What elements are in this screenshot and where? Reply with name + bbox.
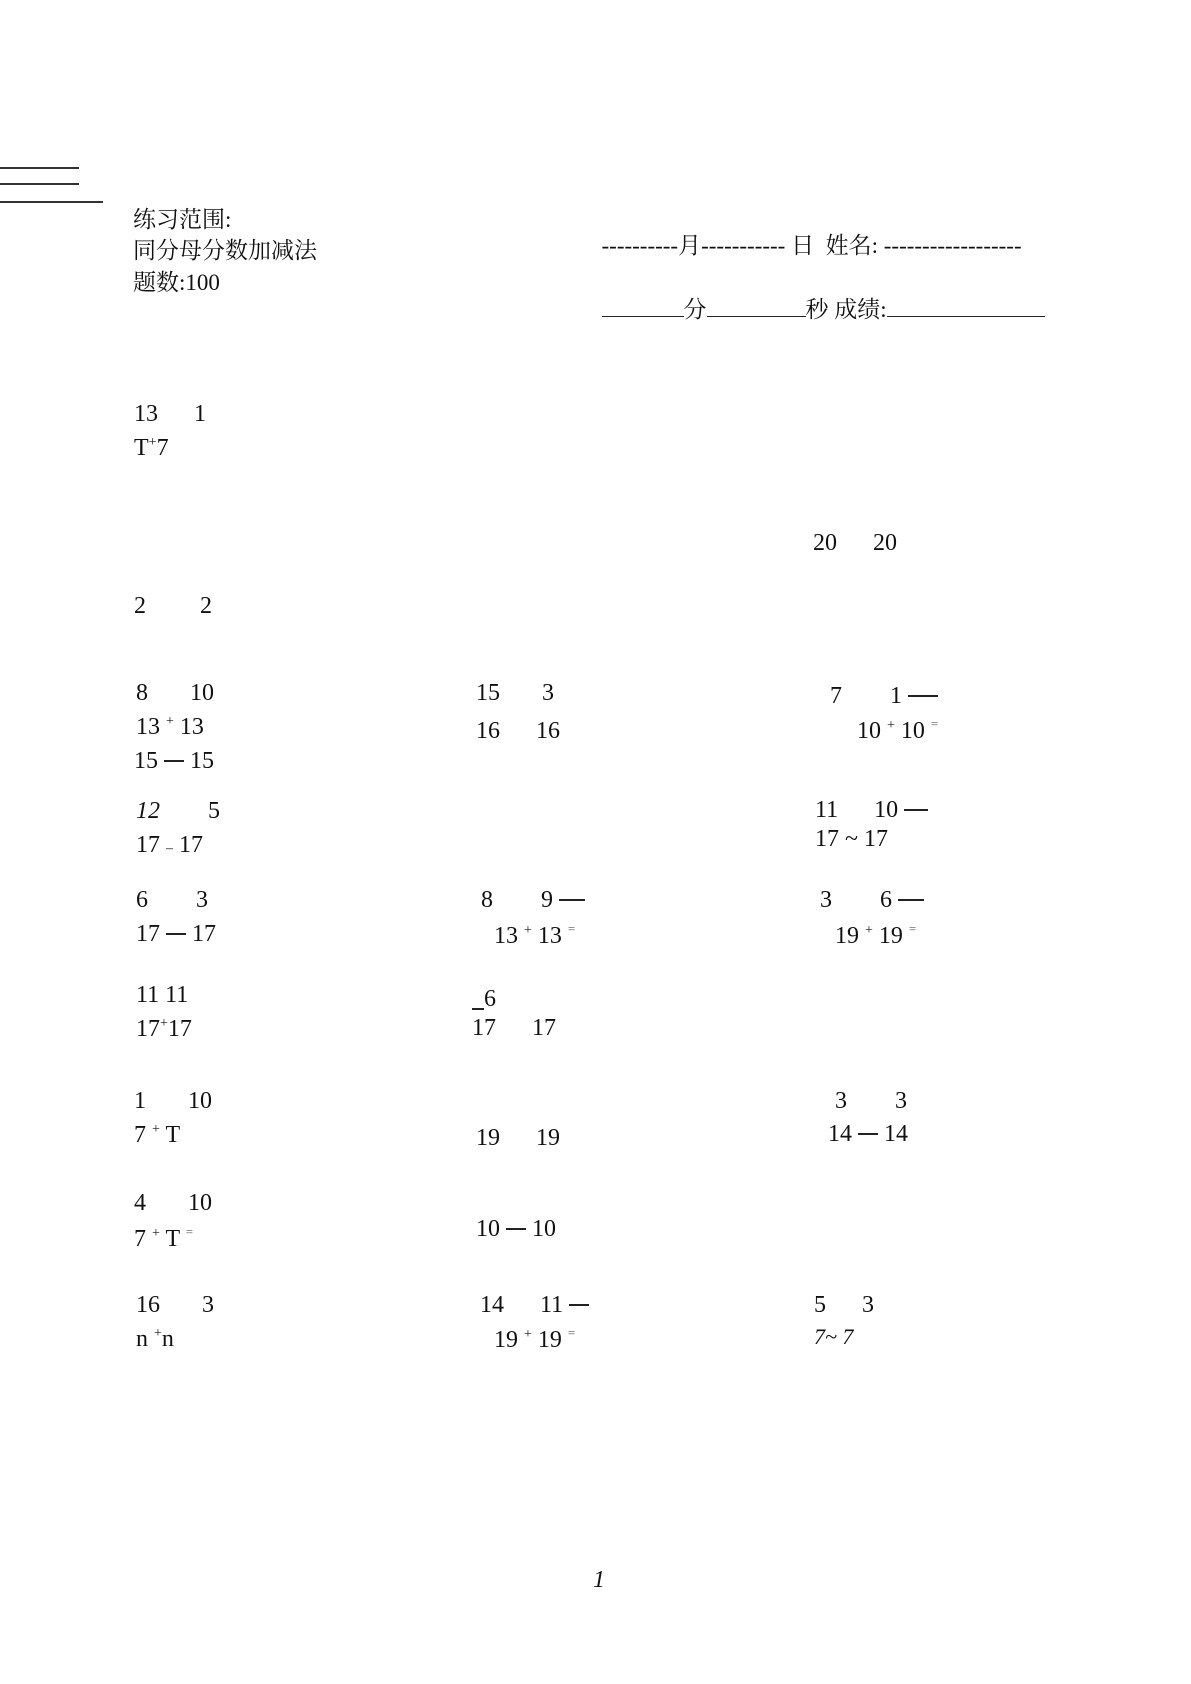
problem-21-top: 14 11 [480,1292,589,1318]
name-label: 姓名: [825,233,878,258]
problem-20-bottom: n +n [136,1326,174,1352]
score-field[interactable] [887,296,1045,317]
problem-19: 10 10 [476,1216,556,1242]
month-field[interactable]: ---------- [601,233,679,258]
problem-15-top: 1 10 [134,1088,212,1114]
page-number: 1 [593,1567,605,1593]
problem-8-top: 12 5 [136,798,220,824]
problem-5-bottom: 16 16 [476,718,560,744]
problem-3: 2 2 [134,593,212,619]
problem-5-top: 15 3 [476,680,554,706]
answer-blank[interactable] [858,1131,878,1135]
answer-blank[interactable] [166,931,186,935]
problem-10-top: 6 3 [136,887,208,913]
answer-blank[interactable] [898,897,924,901]
problem-10-bottom: 17 17 [136,921,216,947]
answer-blank[interactable] [164,758,184,762]
date-name-line [590,207,1022,259]
name-field[interactable]: ------------------ [883,233,1022,258]
problem-12-top: 3 6 [820,887,924,913]
problem-9-top: 11 10 [815,797,928,823]
day-field[interactable]: ----------- [701,233,786,258]
minutes-label: 分 [683,297,707,322]
month-label: 月 [678,233,702,258]
problem-9-bottom: 17 ~ 17 [815,826,888,852]
problem-21-bottom: 19 + 19 = [494,1325,576,1353]
header-rule-3 [0,201,103,203]
day-label: 日 [791,233,815,258]
minutes-field[interactable] [602,296,684,317]
time-score-line [590,270,1045,323]
problem-17-bottom: 14 14 [828,1121,908,1147]
answer-blank[interactable] [569,1302,589,1306]
problem-11-bottom: 13 + 13 = [494,921,576,949]
answer-blank[interactable] [904,807,928,811]
answer-blank[interactable] [472,1006,484,1010]
problem-22-bottom: 7~ 7 [814,1324,854,1349]
score-label: 成绩: [834,297,887,322]
problem-4-bottom: 13 + 13 [136,714,204,740]
header-rule-1 [0,167,79,169]
problem-13-bottom: 17+17 [136,1016,192,1042]
topic-title: 同分母分数加减法 [133,238,317,263]
answer-blank[interactable] [559,897,585,901]
problem-1-top: 13 1 [134,401,206,427]
problem-17-top: 3 3 [835,1088,907,1114]
problem-6-top: 7 1 [830,683,938,709]
answer-blank[interactable] [908,693,938,697]
problem-20-top: 16 3 [136,1292,214,1318]
problem-22-top: 5 3 [814,1292,874,1318]
practice-range-label: 练习范围: [133,207,232,232]
problem-11-top: 8 9 [481,887,585,913]
problem-2: 20 20 [813,530,897,556]
problem-4-top: 8 10 [136,680,214,706]
seconds-label: 秒 [805,297,829,322]
problem-6-bottom: 10 + 10 = [857,716,939,744]
problem-16: 19 19 [476,1125,560,1151]
problem-18-bottom: 7 + T = [134,1224,194,1252]
problem-8-bottom: 17 – 17 [136,832,203,858]
problem-14-top: 6 [472,986,496,1012]
problem-1-bottom: T+7 [134,435,169,461]
problem-13-top: 11 11 [136,982,189,1008]
problem-7: 15 15 [134,748,214,774]
problem-18-top: 4 10 [134,1190,212,1216]
seconds-field[interactable] [707,296,806,317]
problem-15-bottom: 7 + T [134,1122,181,1148]
problem-14-bottom: 17 17 [472,1015,556,1041]
header-rule-2 [0,183,79,185]
problem-12-bottom: 19 + 19 = [835,921,917,949]
answer-blank[interactable] [506,1226,526,1230]
question-count: 题数:100 [133,270,220,295]
